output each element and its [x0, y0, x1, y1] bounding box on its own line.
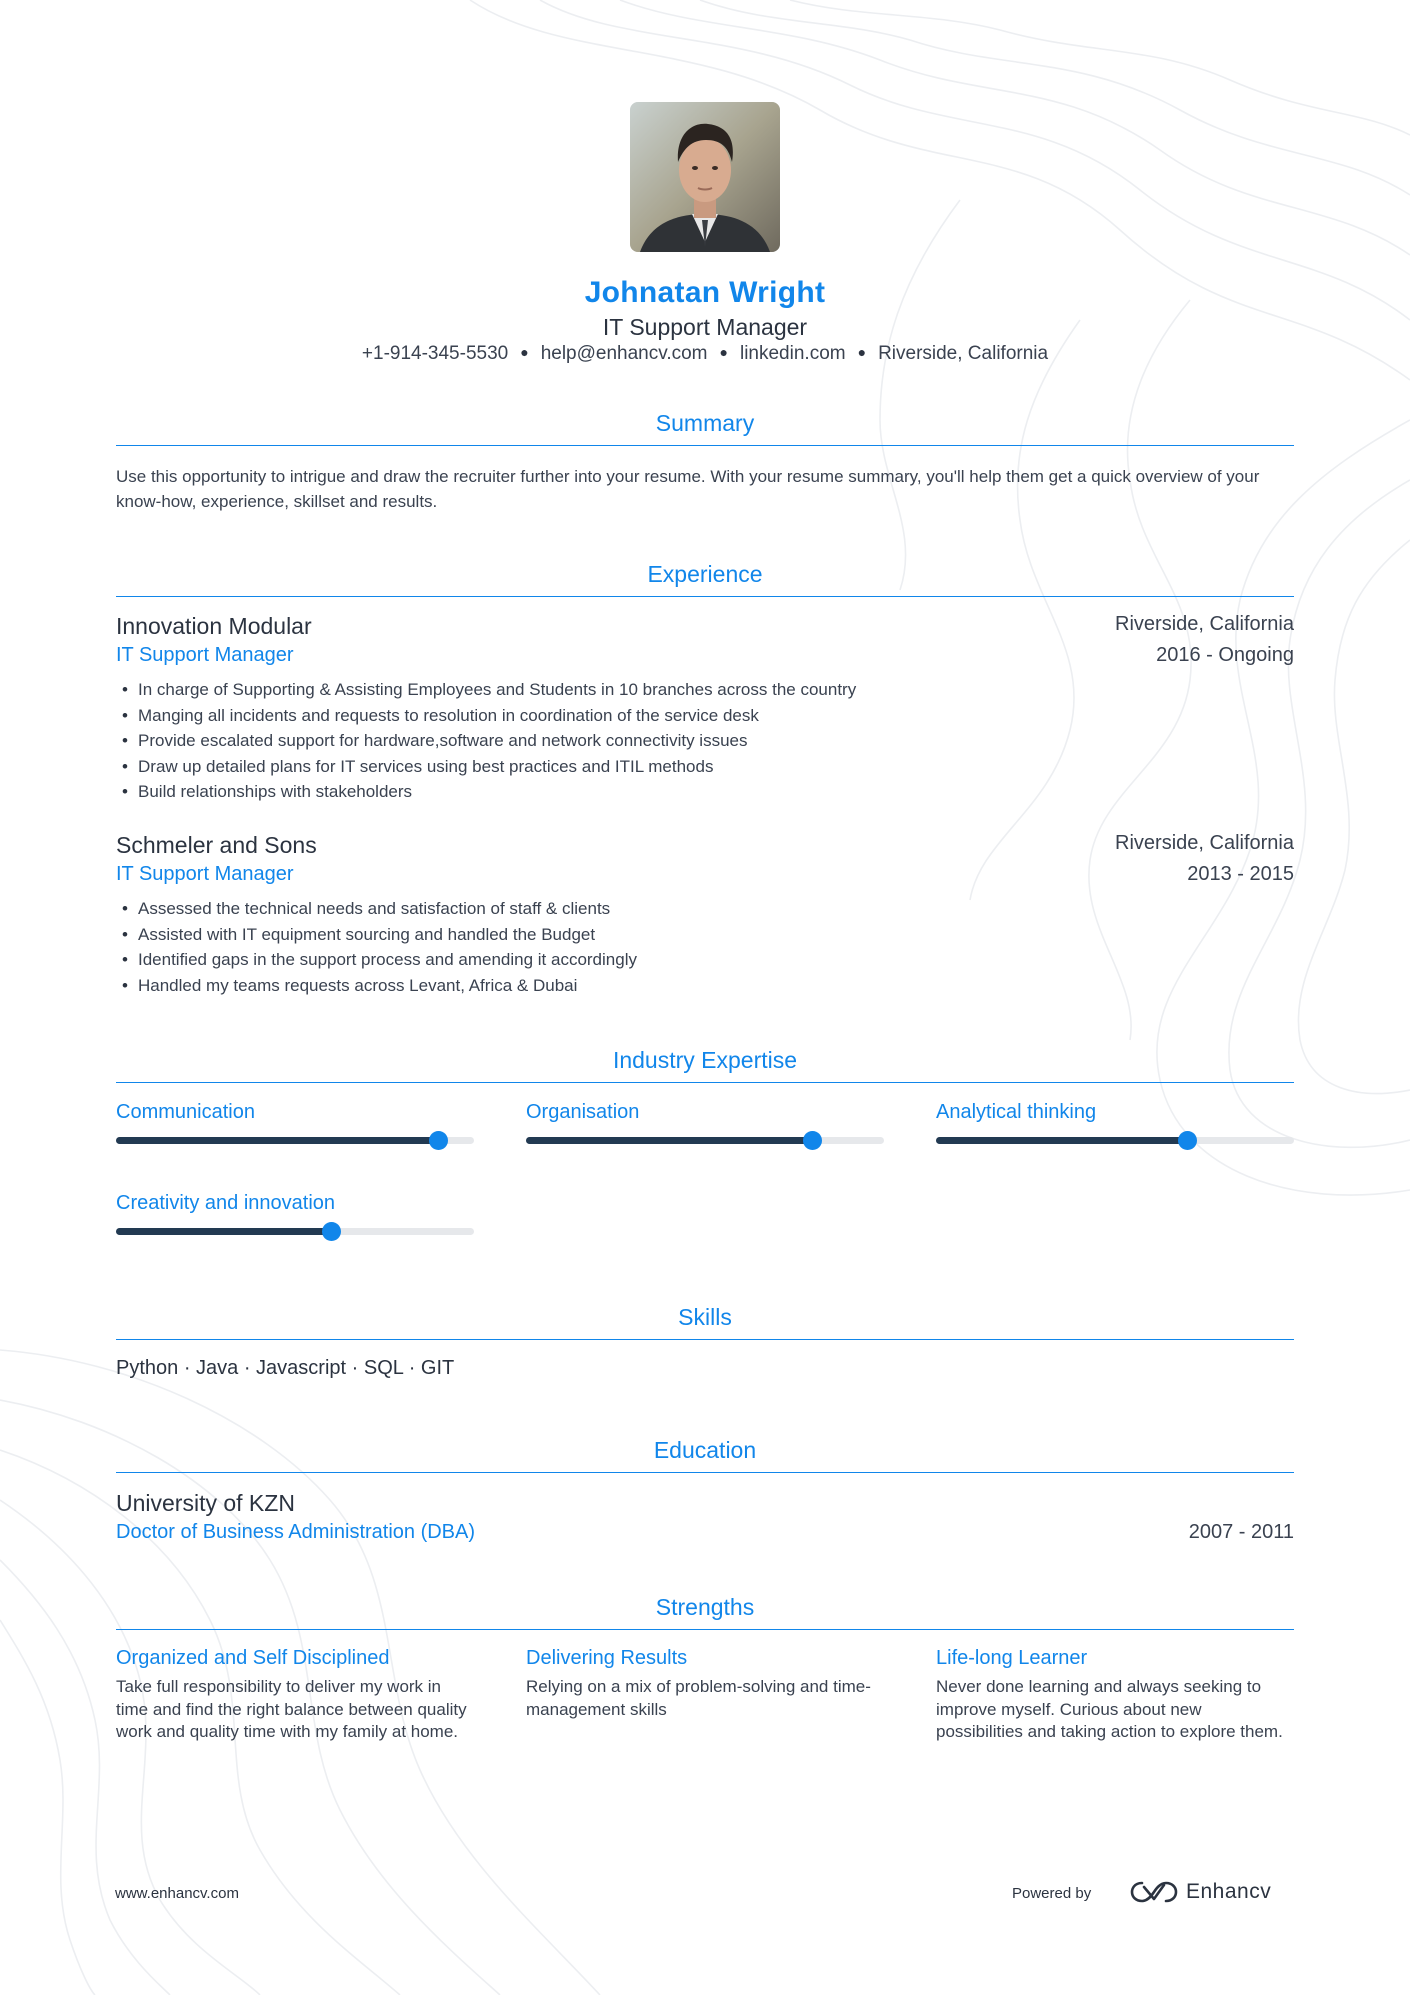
education-dates: 2007 - 2011: [1188, 1521, 1294, 1543]
summary-text: Use this opportunity to intrigue and draw the recruiter further into your resume. With your resume summary, you'll help them get a quick overview of your know-how, experience, skillset and results.: [116, 467, 1260, 511]
enhancv-logo-icon: [1130, 1879, 1178, 1905]
bullet-item: • Identified gaps in the support process and amending it accordingly: [116, 947, 637, 973]
education-school: University of KZN: [116, 1490, 295, 1516]
bullet-item: • In charge of Supporting & Assisting Employees and Students in 10 branches across the country: [116, 677, 856, 703]
strength-title: Delivering Results: [526, 1647, 688, 1669]
level-knob: [1178, 1131, 1197, 1150]
bullet-item: • Build relationships with stakeholders: [116, 779, 856, 805]
expertise-creativity-and-innovation: [116, 1192, 474, 1215]
company-name: Innovation Modular: [116, 613, 312, 639]
level-fill: [116, 1228, 331, 1235]
expertise-organisation: [526, 1101, 884, 1124]
level-fill: [936, 1137, 1187, 1144]
job-location: Riverside, California: [1115, 613, 1294, 635]
separator-dot: ●: [719, 344, 728, 360]
bullet-item: • Assessed the technical needs and satisfaction of staff & clients: [116, 896, 637, 922]
email[interactable]: help@enhancv.com: [540, 343, 708, 364]
expertise-label: Organisation: [526, 1101, 640, 1123]
strength-description: Relying on a mix of problem-solving and time-management skills: [526, 1677, 871, 1719]
level-track: [116, 1228, 474, 1235]
level-track: [936, 1137, 1294, 1144]
job-dates: 2013 - 2015: [1187, 863, 1294, 885]
expertise-label: Communication: [116, 1101, 255, 1123]
level-track: [116, 1137, 474, 1144]
candidate-title: IT Support Manager: [602, 314, 808, 340]
education-degree: Doctor of Business Administration (DBA): [116, 1521, 476, 1543]
expertise-label: Analytical thinking: [936, 1101, 1097, 1123]
skills-list: Python · Java · Javascript · SQL · GIT: [116, 1357, 455, 1379]
expertise-communication: [116, 1101, 474, 1124]
job-bullets: [116, 677, 856, 805]
separator-dot: ●: [857, 344, 867, 360]
level-knob: [803, 1131, 822, 1150]
job-role: IT Support Manager: [116, 863, 294, 885]
phone[interactable]: +1-914-345-5530: [361, 343, 509, 364]
bullet-item: • Handled my teams requests across Levant, Africa & Dubai: [116, 973, 637, 999]
strength-description: Take full responsibility to deliver my work in time and find the right balance between quality work and quality time with my family at home.: [116, 1677, 467, 1741]
enhancv-logo[interactable]: [1130, 1876, 1271, 1908]
footer-website-link[interactable]: www.enhancv.com: [115, 1885, 239, 1902]
job-role: IT Support Manager: [116, 644, 294, 666]
section-heading-experience: Experience: [116, 561, 1294, 597]
location: Riverside, California: [878, 343, 1049, 364]
profile-photo: [630, 102, 780, 252]
job-dates: 2016 - Ongoing: [1156, 644, 1294, 666]
section-heading-education: Education: [116, 1437, 1294, 1473]
section-heading-strengths: Strengths: [116, 1594, 1294, 1630]
bullet-item: • Manging all incidents and requests to resolution in coordination of the service desk: [116, 703, 856, 729]
candidate-name: Johnatan Wright: [584, 276, 826, 309]
section-heading-summary: Summary: [116, 410, 1294, 446]
job-entry: [116, 613, 1294, 813]
company-name: Schmeler and Sons: [116, 832, 317, 858]
level-knob: [322, 1222, 341, 1241]
level-fill: [526, 1137, 812, 1144]
strength-item: [526, 1647, 881, 1721]
strength-description: Never done learning and always seeking to improve myself. Curious about new possibilities and taking action to explore them.: [936, 1677, 1283, 1741]
expertise-label: Creativity and innovation: [116, 1192, 336, 1214]
level-fill: [116, 1137, 438, 1144]
job-bullets: [116, 896, 637, 998]
section-heading-skills: Skills: [116, 1304, 1294, 1340]
strength-item: [936, 1647, 1291, 1744]
level-knob: [429, 1131, 448, 1150]
expertise-analytical-thinking: [936, 1101, 1294, 1124]
brand-name: Enhancv: [1186, 1880, 1272, 1903]
strength-title: Organized and Self Disciplined: [116, 1647, 390, 1669]
strength-item: [116, 1647, 471, 1744]
bullet-item: • Provide escalated support for hardware,software and network connectivity issues: [116, 728, 856, 754]
bullet-item: • Draw up detailed plans for IT services using best practices and ITIL methods: [116, 754, 856, 780]
contact-line: [0, 343, 1410, 365]
powered-by-label: Powered by: [1012, 1885, 1092, 1902]
separator-dot: ●: [520, 344, 529, 360]
section-heading-industry-expertise: Industry Expertise: [116, 1047, 1294, 1083]
linkedin-link[interactable]: linkedin.com: [739, 343, 846, 364]
strength-title: Life-long Learner: [936, 1647, 1088, 1669]
job-entry: [116, 832, 1294, 1012]
level-track: [526, 1137, 884, 1144]
bullet-item: • Assisted with IT equipment sourcing and handled the Budget: [116, 922, 637, 948]
job-location: Riverside, California: [1115, 832, 1294, 854]
